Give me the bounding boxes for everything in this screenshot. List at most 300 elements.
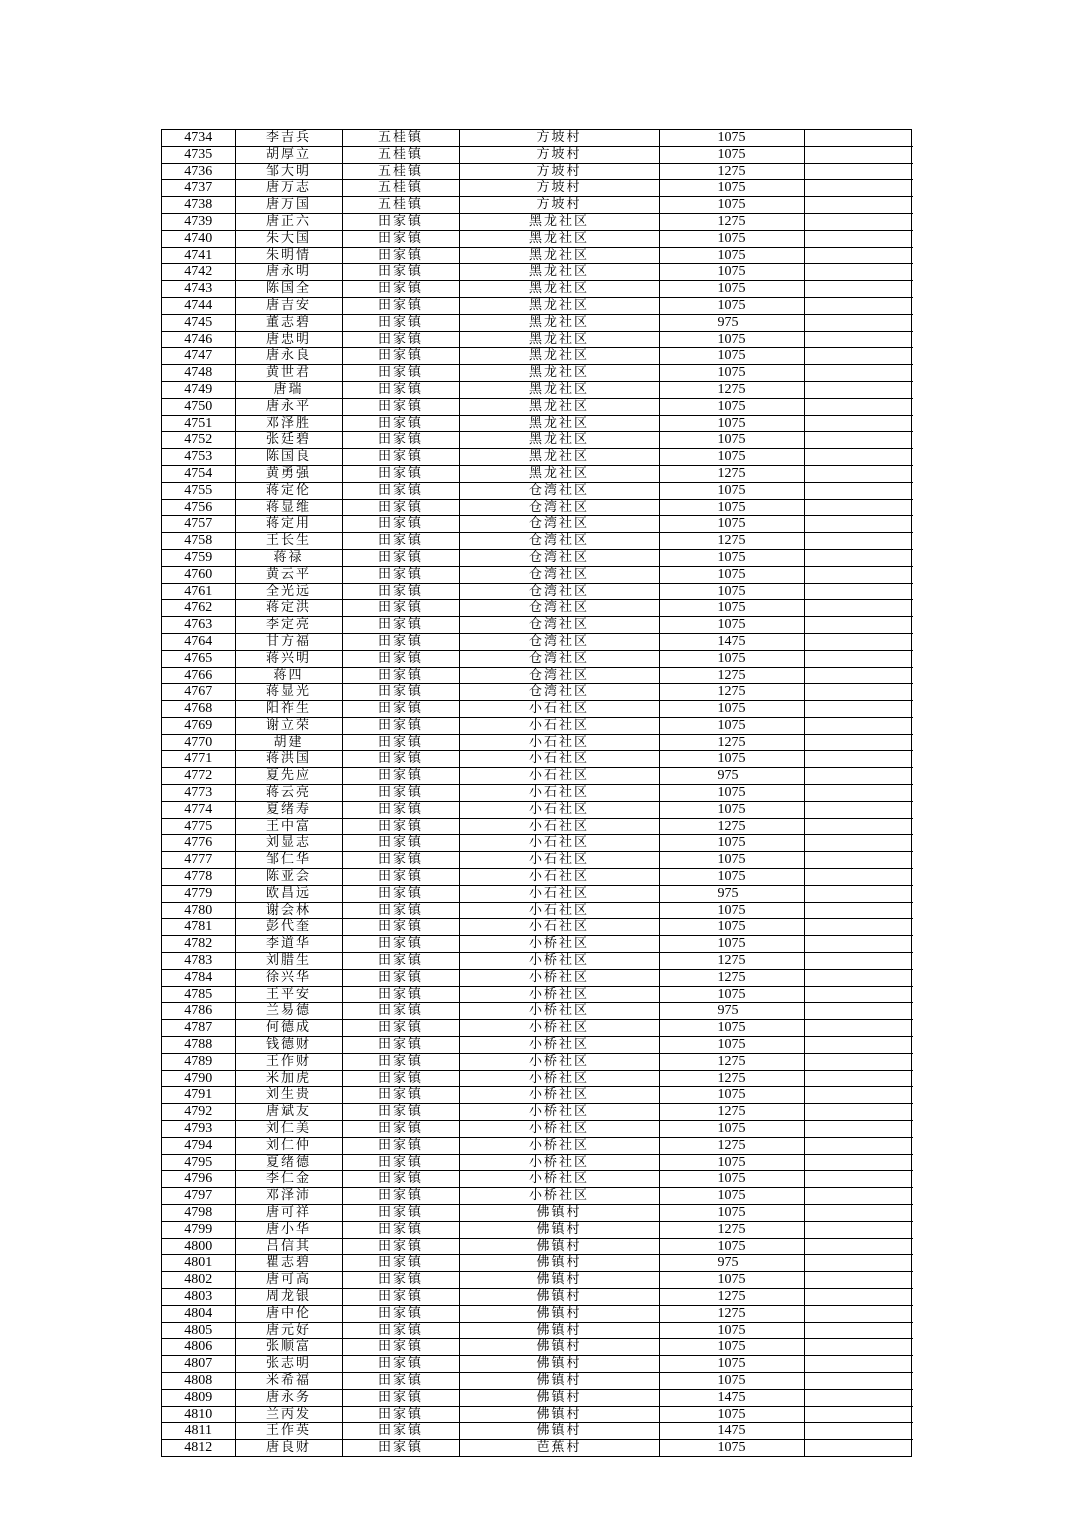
serial-number-cell: 4765 xyxy=(162,650,235,667)
town-cell: 田家镇 xyxy=(342,449,459,466)
name-cell: 唐正六 xyxy=(235,213,342,230)
table-row xyxy=(162,1255,913,1272)
village-cell: 小桥社区 xyxy=(459,936,659,953)
serial-number-cell: 4803 xyxy=(162,1288,235,1305)
serial-number-cell: 4740 xyxy=(162,230,235,247)
amount-cell: 1075 xyxy=(659,1339,804,1356)
name-cell: 刘腊生 xyxy=(235,953,342,970)
village-cell: 小桥社区 xyxy=(459,969,659,986)
remark-cell xyxy=(804,902,913,919)
serial-number-cell: 4794 xyxy=(162,1137,235,1154)
table-row xyxy=(162,1003,913,1020)
village-cell: 仓湾社区 xyxy=(459,617,659,634)
table-row xyxy=(162,650,913,667)
village-cell: 方坡村 xyxy=(459,130,659,146)
amount-cell: 1075 xyxy=(659,617,804,634)
village-cell: 小石社区 xyxy=(459,701,659,718)
village-cell: 黑龙社区 xyxy=(459,398,659,415)
town-cell: 田家镇 xyxy=(342,650,459,667)
table-row xyxy=(162,751,913,768)
name-cell: 甘方福 xyxy=(235,633,342,650)
town-cell: 田家镇 xyxy=(342,1322,459,1339)
town-cell: 田家镇 xyxy=(342,1238,459,1255)
remark-cell xyxy=(804,1121,913,1138)
town-cell: 田家镇 xyxy=(342,465,459,482)
village-cell: 方坡村 xyxy=(459,146,659,163)
remark-cell xyxy=(804,516,913,533)
village-cell: 黑龙社区 xyxy=(459,281,659,298)
town-cell: 田家镇 xyxy=(342,902,459,919)
table-row xyxy=(162,1221,913,1238)
village-cell: 小石社区 xyxy=(459,885,659,902)
name-cell: 蒋四 xyxy=(235,667,342,684)
table-row xyxy=(162,1121,913,1138)
amount-cell: 1075 xyxy=(659,1171,804,1188)
remark-cell xyxy=(804,919,913,936)
town-cell: 田家镇 xyxy=(342,919,459,936)
table-row xyxy=(162,1288,913,1305)
town-cell: 田家镇 xyxy=(342,1137,459,1154)
name-cell: 蒋显光 xyxy=(235,684,342,701)
table-row xyxy=(162,1070,913,1087)
amount-cell: 1075 xyxy=(659,1154,804,1171)
remark-cell xyxy=(804,549,913,566)
serial-number-cell: 4773 xyxy=(162,785,235,802)
table-row xyxy=(162,130,913,146)
amount-cell: 1075 xyxy=(659,1020,804,1037)
village-cell: 黑龙社区 xyxy=(459,230,659,247)
village-cell: 小石社区 xyxy=(459,919,659,936)
village-cell: 黑龙社区 xyxy=(459,381,659,398)
amount-cell: 1075 xyxy=(659,449,804,466)
town-cell: 五桂镇 xyxy=(342,130,459,146)
village-cell: 黑龙社区 xyxy=(459,331,659,348)
remark-cell xyxy=(804,818,913,835)
town-cell: 田家镇 xyxy=(342,432,459,449)
table-row xyxy=(162,1154,913,1171)
remark-cell xyxy=(804,482,913,499)
village-cell: 小石社区 xyxy=(459,751,659,768)
town-cell: 田家镇 xyxy=(342,1104,459,1121)
remark-cell xyxy=(804,465,913,482)
name-cell: 唐永务 xyxy=(235,1389,342,1406)
amount-cell: 1075 xyxy=(659,1406,804,1423)
table-row xyxy=(162,1104,913,1121)
remark-cell xyxy=(804,1003,913,1020)
name-cell: 唐可祥 xyxy=(235,1205,342,1222)
village-cell: 小石社区 xyxy=(459,717,659,734)
table-row xyxy=(162,1053,913,1070)
amount-cell: 1275 xyxy=(659,1221,804,1238)
village-cell: 黑龙社区 xyxy=(459,432,659,449)
name-cell: 米加虎 xyxy=(235,1070,342,1087)
name-cell: 唐忠明 xyxy=(235,331,342,348)
town-cell: 田家镇 xyxy=(342,801,459,818)
amount-cell: 1075 xyxy=(659,701,804,718)
table-row xyxy=(162,1037,913,1054)
table-row xyxy=(162,600,913,617)
remark-cell xyxy=(804,701,913,718)
name-cell: 黄勇强 xyxy=(235,465,342,482)
remark-cell xyxy=(804,1020,913,1037)
town-cell: 田家镇 xyxy=(342,1205,459,1222)
serial-number-cell: 4781 xyxy=(162,919,235,936)
table-row xyxy=(162,230,913,247)
name-cell: 朱明情 xyxy=(235,247,342,264)
serial-number-cell: 4785 xyxy=(162,986,235,1003)
serial-number-cell: 4758 xyxy=(162,533,235,550)
village-cell: 小桥社区 xyxy=(459,1171,659,1188)
town-cell: 田家镇 xyxy=(342,936,459,953)
name-cell: 钱德财 xyxy=(235,1037,342,1054)
village-cell: 小石社区 xyxy=(459,869,659,886)
table-row xyxy=(162,264,913,281)
remark-cell xyxy=(804,835,913,852)
amount-cell: 1075 xyxy=(659,583,804,600)
village-cell: 小石社区 xyxy=(459,902,659,919)
town-cell: 田家镇 xyxy=(342,365,459,382)
serial-number-cell: 4770 xyxy=(162,734,235,751)
serial-number-cell: 4809 xyxy=(162,1389,235,1406)
serial-number-cell: 4741 xyxy=(162,247,235,264)
name-cell: 夏先应 xyxy=(235,768,342,785)
village-cell: 仓湾社区 xyxy=(459,650,659,667)
serial-number-cell: 4749 xyxy=(162,381,235,398)
amount-cell: 1075 xyxy=(659,1356,804,1373)
table-row xyxy=(162,1238,913,1255)
town-cell: 田家镇 xyxy=(342,549,459,566)
table-row xyxy=(162,348,913,365)
serial-number-cell: 4768 xyxy=(162,701,235,718)
table-row xyxy=(162,633,913,650)
town-cell: 田家镇 xyxy=(342,1003,459,1020)
amount-cell: 1075 xyxy=(659,1238,804,1255)
village-cell: 仓湾社区 xyxy=(459,583,659,600)
town-cell: 田家镇 xyxy=(342,1037,459,1054)
town-cell: 田家镇 xyxy=(342,297,459,314)
amount-cell: 1075 xyxy=(659,1188,804,1205)
table-row xyxy=(162,617,913,634)
name-cell: 王作英 xyxy=(235,1423,342,1440)
town-cell: 田家镇 xyxy=(342,264,459,281)
town-cell: 田家镇 xyxy=(342,818,459,835)
village-cell: 小石社区 xyxy=(459,734,659,751)
table-row xyxy=(162,869,913,886)
remark-cell xyxy=(804,1137,913,1154)
amount-cell: 1275 xyxy=(659,213,804,230)
name-cell: 何德成 xyxy=(235,1020,342,1037)
table-row xyxy=(162,1440,913,1456)
town-cell: 田家镇 xyxy=(342,1070,459,1087)
amount-cell: 1075 xyxy=(659,398,804,415)
village-cell: 佛镇村 xyxy=(459,1423,659,1440)
amount-cell: 1075 xyxy=(659,549,804,566)
serial-number-cell: 4793 xyxy=(162,1121,235,1138)
table-row xyxy=(162,197,913,214)
village-cell: 佛镇村 xyxy=(459,1406,659,1423)
town-cell: 田家镇 xyxy=(342,1053,459,1070)
amount-cell: 1275 xyxy=(659,1104,804,1121)
amount-cell: 1075 xyxy=(659,852,804,869)
table-row xyxy=(162,1205,913,1222)
serial-number-cell: 4802 xyxy=(162,1272,235,1289)
town-cell: 田家镇 xyxy=(342,684,459,701)
village-cell: 小桥社区 xyxy=(459,1037,659,1054)
serial-number-cell: 4791 xyxy=(162,1087,235,1104)
name-cell: 李道华 xyxy=(235,936,342,953)
town-cell: 田家镇 xyxy=(342,768,459,785)
table-row xyxy=(162,247,913,264)
remark-cell xyxy=(804,1070,913,1087)
remark-cell xyxy=(804,197,913,214)
amount-cell: 1075 xyxy=(659,650,804,667)
amount-cell: 1075 xyxy=(659,986,804,1003)
town-cell: 五桂镇 xyxy=(342,146,459,163)
name-cell: 蒋定用 xyxy=(235,516,342,533)
amount-cell: 1075 xyxy=(659,1205,804,1222)
village-cell: 芭蕉村 xyxy=(459,1440,659,1456)
name-cell: 刘仁仲 xyxy=(235,1137,342,1154)
name-cell: 欧昌远 xyxy=(235,885,342,902)
name-cell: 邹仁华 xyxy=(235,852,342,869)
data-table xyxy=(162,130,913,1456)
serial-number-cell: 4764 xyxy=(162,633,235,650)
serial-number-cell: 4747 xyxy=(162,348,235,365)
town-cell: 田家镇 xyxy=(342,398,459,415)
village-cell: 黑龙社区 xyxy=(459,365,659,382)
serial-number-cell: 4806 xyxy=(162,1339,235,1356)
amount-cell: 1075 xyxy=(659,331,804,348)
village-cell: 仓湾社区 xyxy=(459,516,659,533)
serial-number-cell: 4772 xyxy=(162,768,235,785)
name-cell: 李仁金 xyxy=(235,1171,342,1188)
name-cell: 董志碧 xyxy=(235,314,342,331)
name-cell: 谢会林 xyxy=(235,902,342,919)
table-row xyxy=(162,902,913,919)
name-cell: 陈国良 xyxy=(235,449,342,466)
amount-cell: 1075 xyxy=(659,936,804,953)
village-cell: 小桥社区 xyxy=(459,1137,659,1154)
serial-number-cell: 4811 xyxy=(162,1423,235,1440)
amount-cell: 1075 xyxy=(659,365,804,382)
remark-cell xyxy=(804,650,913,667)
serial-number-cell: 4750 xyxy=(162,398,235,415)
amount-cell: 1075 xyxy=(659,717,804,734)
village-cell: 仓湾社区 xyxy=(459,482,659,499)
table-row xyxy=(162,768,913,785)
serial-number-cell: 4783 xyxy=(162,953,235,970)
remark-cell xyxy=(804,1305,913,1322)
town-cell: 田家镇 xyxy=(342,230,459,247)
village-cell: 黑龙社区 xyxy=(459,465,659,482)
town-cell: 田家镇 xyxy=(342,331,459,348)
village-cell: 佛镇村 xyxy=(459,1288,659,1305)
amount-cell: 1075 xyxy=(659,1121,804,1138)
amount-cell: 1075 xyxy=(659,869,804,886)
table-row xyxy=(162,1372,913,1389)
remark-cell xyxy=(804,684,913,701)
name-cell: 阳祚生 xyxy=(235,701,342,718)
table-row xyxy=(162,1356,913,1373)
amount-cell: 1075 xyxy=(659,801,804,818)
amount-cell: 1075 xyxy=(659,902,804,919)
town-cell: 田家镇 xyxy=(342,717,459,734)
village-cell: 仓湾社区 xyxy=(459,499,659,516)
serial-number-cell: 4756 xyxy=(162,499,235,516)
amount-cell: 1075 xyxy=(659,499,804,516)
town-cell: 田家镇 xyxy=(342,1423,459,1440)
table-row xyxy=(162,549,913,566)
amount-cell: 1275 xyxy=(659,1070,804,1087)
town-cell: 田家镇 xyxy=(342,1406,459,1423)
serial-number-cell: 4801 xyxy=(162,1255,235,1272)
amount-cell: 1075 xyxy=(659,600,804,617)
amount-cell: 1075 xyxy=(659,247,804,264)
village-cell: 佛镇村 xyxy=(459,1205,659,1222)
table-body xyxy=(162,130,913,1456)
table-row xyxy=(162,583,913,600)
town-cell: 田家镇 xyxy=(342,381,459,398)
town-cell: 田家镇 xyxy=(342,348,459,365)
remark-cell xyxy=(804,146,913,163)
serial-number-cell: 4769 xyxy=(162,717,235,734)
remark-cell xyxy=(804,1238,913,1255)
name-cell: 唐斌友 xyxy=(235,1104,342,1121)
name-cell: 胡建 xyxy=(235,734,342,751)
town-cell: 田家镇 xyxy=(342,1154,459,1171)
remark-cell xyxy=(804,1356,913,1373)
amount-cell: 1275 xyxy=(659,667,804,684)
amount-cell: 1075 xyxy=(659,566,804,583)
table-row xyxy=(162,314,913,331)
serial-number-cell: 4789 xyxy=(162,1053,235,1070)
village-cell: 仓湾社区 xyxy=(459,633,659,650)
table-row xyxy=(162,801,913,818)
amount-cell: 1075 xyxy=(659,297,804,314)
town-cell: 田家镇 xyxy=(342,314,459,331)
remark-cell xyxy=(804,717,913,734)
name-cell: 黄云平 xyxy=(235,566,342,583)
name-cell: 彭代奎 xyxy=(235,919,342,936)
remark-cell xyxy=(804,499,913,516)
name-cell: 夏绪德 xyxy=(235,1154,342,1171)
town-cell: 田家镇 xyxy=(342,281,459,298)
town-cell: 田家镇 xyxy=(342,1087,459,1104)
name-cell: 唐中伦 xyxy=(235,1305,342,1322)
amount-cell: 1275 xyxy=(659,684,804,701)
village-cell: 小桥社区 xyxy=(459,1053,659,1070)
town-cell: 田家镇 xyxy=(342,516,459,533)
remark-cell xyxy=(804,247,913,264)
name-cell: 张顺富 xyxy=(235,1339,342,1356)
town-cell: 田家镇 xyxy=(342,1188,459,1205)
village-cell: 黑龙社区 xyxy=(459,348,659,365)
table-row xyxy=(162,1339,913,1356)
name-cell: 李定亮 xyxy=(235,617,342,634)
remark-cell xyxy=(804,1339,913,1356)
serial-number-cell: 4795 xyxy=(162,1154,235,1171)
serial-number-cell: 4800 xyxy=(162,1238,235,1255)
serial-number-cell: 4776 xyxy=(162,835,235,852)
amount-cell: 1075 xyxy=(659,751,804,768)
amount-cell: 1075 xyxy=(659,197,804,214)
name-cell: 蒋定伦 xyxy=(235,482,342,499)
amount-cell: 1275 xyxy=(659,1053,804,1070)
town-cell: 田家镇 xyxy=(342,583,459,600)
table-row xyxy=(162,785,913,802)
remark-cell xyxy=(804,801,913,818)
table-row xyxy=(162,1406,913,1423)
table-row xyxy=(162,684,913,701)
village-cell: 小桥社区 xyxy=(459,1003,659,1020)
amount-cell: 975 xyxy=(659,1003,804,1020)
town-cell: 五桂镇 xyxy=(342,180,459,197)
name-cell: 陈国全 xyxy=(235,281,342,298)
town-cell: 田家镇 xyxy=(342,1440,459,1456)
name-cell: 刘仁美 xyxy=(235,1121,342,1138)
name-cell: 黄世君 xyxy=(235,365,342,382)
village-cell: 小石社区 xyxy=(459,801,659,818)
name-cell: 王长生 xyxy=(235,533,342,550)
table-row xyxy=(162,1305,913,1322)
remark-cell xyxy=(804,1037,913,1054)
amount-cell: 1275 xyxy=(659,818,804,835)
name-cell: 周龙银 xyxy=(235,1288,342,1305)
serial-number-cell: 4807 xyxy=(162,1356,235,1373)
village-cell: 佛镇村 xyxy=(459,1372,659,1389)
table-row xyxy=(162,365,913,382)
village-cell: 方坡村 xyxy=(459,180,659,197)
remark-cell xyxy=(804,953,913,970)
serial-number-cell: 4745 xyxy=(162,314,235,331)
remark-cell xyxy=(804,130,913,146)
amount-cell: 1275 xyxy=(659,1137,804,1154)
table-row xyxy=(162,1423,913,1440)
table-row xyxy=(162,432,913,449)
amount-cell: 1075 xyxy=(659,415,804,432)
table-row xyxy=(162,146,913,163)
village-cell: 黑龙社区 xyxy=(459,449,659,466)
village-cell: 小石社区 xyxy=(459,768,659,785)
name-cell: 蒋兴明 xyxy=(235,650,342,667)
town-cell: 田家镇 xyxy=(342,533,459,550)
remark-cell xyxy=(804,1188,913,1205)
village-cell: 仓湾社区 xyxy=(459,549,659,566)
remark-cell xyxy=(804,449,913,466)
name-cell: 朱大国 xyxy=(235,230,342,247)
name-cell: 邹大明 xyxy=(235,163,342,180)
town-cell: 田家镇 xyxy=(342,969,459,986)
town-cell: 田家镇 xyxy=(342,1305,459,1322)
name-cell: 唐元好 xyxy=(235,1322,342,1339)
village-cell: 小石社区 xyxy=(459,785,659,802)
table-row xyxy=(162,1137,913,1154)
serial-number-cell: 4771 xyxy=(162,751,235,768)
serial-number-cell: 4761 xyxy=(162,583,235,600)
serial-number-cell: 4799 xyxy=(162,1221,235,1238)
table-row xyxy=(162,499,913,516)
name-cell: 刘生贵 xyxy=(235,1087,342,1104)
serial-number-cell: 4762 xyxy=(162,600,235,617)
serial-number-cell: 4786 xyxy=(162,1003,235,1020)
village-cell: 仓湾社区 xyxy=(459,667,659,684)
amount-cell: 1075 xyxy=(659,130,804,146)
table-row xyxy=(162,163,913,180)
remark-cell xyxy=(804,1272,913,1289)
amount-cell: 1075 xyxy=(659,482,804,499)
town-cell: 田家镇 xyxy=(342,415,459,432)
serial-number-cell: 4757 xyxy=(162,516,235,533)
